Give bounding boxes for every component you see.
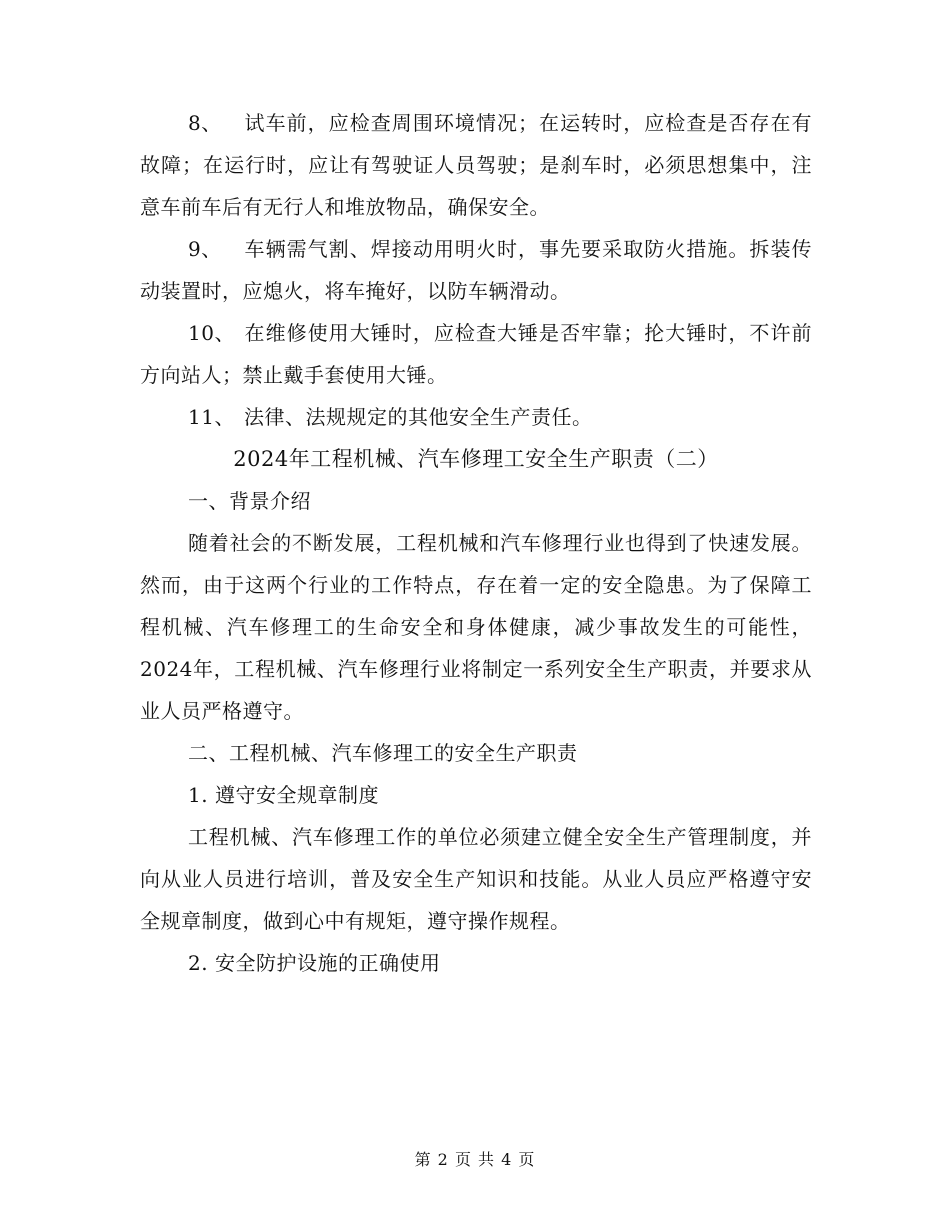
heading-responsibilities: 二、工程机械、汽车修理工的安全生产职责 [188,741,578,765]
list-item-number: 11、 [188,405,235,429]
list-item-number: 8、 [188,111,222,135]
list-item [140,396,812,438]
list-item [140,102,812,228]
list-item-number: 10、 [188,321,235,345]
list-item-text: 法律、法规规定的其他安全生产责任。 [244,405,593,429]
list-item-number: 9、 [188,237,222,261]
list-item-text: 车辆需气割、焊接动用明火时，事先要采取防火措施。拆装传动装置时，应熄火，将车掩好，以防车辆滑动。 [140,237,812,303]
list-item-text: 试车前，应检查周围环境情况；在运转时，应检查是否存在有故障；在运行时，应让有驾驶证人员驾驶；是刹车时，必须思想集中，注意车前车后有无行人和堆放物品，确保安全。 [140,111,812,219]
paragraph-background: 随着社会的不断发展，工程机械和汽车修理行业也得到了快速发展。然而，由于这两个行业的工作特点，存在着一定的安全隐患。为了保障工程机械、汽车修理工的生命安全和身体健康，减少事故发生的可能性，2024年，工程机械、汽车修理行业将制定一系列安全生产职责，并要求从业人员严格遵守。 [140,531,812,723]
list-item [140,312,812,396]
subheading-rules: 1. 遵守安全规章制度 [188,783,379,807]
page-footer: 第 2 页 共 4 页 [414,1150,536,1169]
section-title: 2024年工程机械、汽车修理工安全生产职责（二） [233,447,719,471]
list-item-text: 在维修使用大锤时，应检查大锤是否牢靠；抡大锤时，不许前方向站人；禁止戴手套使用大锤。 [140,321,812,387]
heading-background: 一、背景介绍 [188,489,311,513]
subheading-protection: 2. 安全防护设施的正确使用 [188,951,441,975]
document-body [140,102,812,984]
paragraph-rules: 工程机械、汽车修理工作的单位必须建立健全安全生产管理制度，并向从业人员进行培训，普及安全生产知识和技能。从业人员应严格遵守安全规章制度，做到心中有规矩，遵守操作规程。 [140,825,812,933]
list-item [140,228,812,312]
